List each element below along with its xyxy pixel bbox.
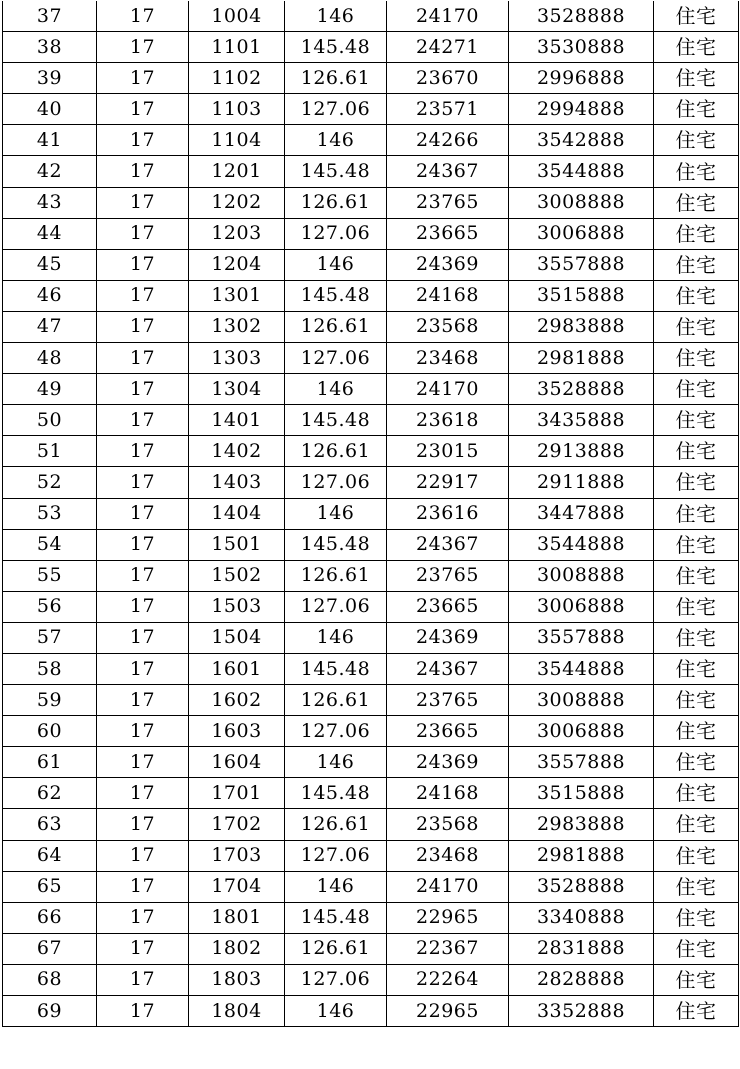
area-cell: 126.61 [285, 311, 387, 342]
table-row [3, 622, 739, 653]
unit-price-cell: 23670 [387, 63, 509, 94]
building-number-cell: 17 [97, 374, 189, 405]
total-price-cell: 2828888 [509, 964, 654, 995]
building-number-cell: 17 [97, 716, 189, 747]
building-number-cell: 17 [97, 996, 189, 1027]
building-number-cell: 17 [97, 591, 189, 622]
row-number-cell: 43 [3, 187, 97, 218]
building-number-cell: 17 [97, 622, 189, 653]
unit-number-cell: 1504 [189, 622, 285, 653]
table-row [3, 94, 739, 125]
row-number-cell: 48 [3, 343, 97, 374]
property-type-cell: 住宅 [654, 778, 739, 809]
property-type-cell: 住宅 [654, 685, 739, 716]
unit-price-cell: 23765 [387, 560, 509, 591]
unit-price-cell: 24271 [387, 32, 509, 63]
area-cell: 127.06 [285, 964, 387, 995]
total-price-cell: 2983888 [509, 809, 654, 840]
unit-price-cell: 24369 [387, 249, 509, 280]
unit-number-cell: 1802 [189, 933, 285, 964]
unit-price-cell: 23665 [387, 716, 509, 747]
unit-price-cell: 23568 [387, 809, 509, 840]
total-price-cell: 2983888 [509, 311, 654, 342]
total-price-cell: 2994888 [509, 94, 654, 125]
area-cell: 146 [285, 249, 387, 280]
total-price-cell: 3544888 [509, 529, 654, 560]
total-price-cell: 3340888 [509, 902, 654, 933]
total-price-cell: 3515888 [509, 778, 654, 809]
unit-number-cell: 1803 [189, 964, 285, 995]
row-number-cell: 52 [3, 467, 97, 498]
table-row [3, 436, 739, 467]
unit-number-cell: 1604 [189, 747, 285, 778]
unit-number-cell: 1102 [189, 63, 285, 94]
area-cell: 145.48 [285, 529, 387, 560]
unit-price-cell: 22367 [387, 933, 509, 964]
area-cell: 127.06 [285, 591, 387, 622]
property-type-cell: 住宅 [654, 249, 739, 280]
property-type-cell: 住宅 [654, 125, 739, 156]
unit-number-cell: 1201 [189, 156, 285, 187]
area-cell: 146 [285, 1, 387, 32]
area-cell: 126.61 [285, 560, 387, 591]
total-price-cell: 2981888 [509, 840, 654, 871]
total-price-cell: 3544888 [509, 156, 654, 187]
building-number-cell: 17 [97, 809, 189, 840]
area-cell: 127.06 [285, 467, 387, 498]
table-row [3, 187, 739, 218]
total-price-cell: 2913888 [509, 436, 654, 467]
unit-price-cell: 24170 [387, 374, 509, 405]
total-price-cell: 3352888 [509, 996, 654, 1027]
property-type-cell: 住宅 [654, 436, 739, 467]
row-number-cell: 56 [3, 591, 97, 622]
unit-number-cell: 1302 [189, 311, 285, 342]
property-type-cell: 住宅 [654, 374, 739, 405]
row-number-cell: 40 [3, 94, 97, 125]
property-type-cell: 住宅 [654, 311, 739, 342]
unit-price-cell: 23665 [387, 591, 509, 622]
row-number-cell: 44 [3, 218, 97, 249]
unit-number-cell: 1403 [189, 467, 285, 498]
total-price-cell: 3528888 [509, 1, 654, 32]
area-cell: 127.06 [285, 218, 387, 249]
property-type-cell: 住宅 [654, 902, 739, 933]
table-row [3, 249, 739, 280]
unit-number-cell: 1602 [189, 685, 285, 716]
building-number-cell: 17 [97, 840, 189, 871]
unit-price-cell: 24367 [387, 156, 509, 187]
table-row [3, 156, 739, 187]
unit-number-cell: 1701 [189, 778, 285, 809]
row-number-cell: 58 [3, 653, 97, 684]
property-type-cell: 住宅 [654, 63, 739, 94]
area-cell: 146 [285, 374, 387, 405]
row-number-cell: 46 [3, 280, 97, 311]
total-price-cell: 3528888 [509, 871, 654, 902]
total-price-cell: 3528888 [509, 374, 654, 405]
table-row [3, 218, 739, 249]
property-type-cell: 住宅 [654, 591, 739, 622]
total-price-cell: 3542888 [509, 125, 654, 156]
unit-price-cell: 24369 [387, 747, 509, 778]
row-number-cell: 45 [3, 249, 97, 280]
unit-price-cell: 23618 [387, 405, 509, 436]
area-cell: 146 [285, 871, 387, 902]
total-price-cell: 3008888 [509, 685, 654, 716]
building-number-cell: 17 [97, 156, 189, 187]
total-price-cell: 3530888 [509, 32, 654, 63]
area-cell: 146 [285, 996, 387, 1027]
total-price-cell: 3006888 [509, 716, 654, 747]
table-row [3, 809, 739, 840]
row-number-cell: 59 [3, 685, 97, 716]
property-type-cell: 住宅 [654, 498, 739, 529]
unit-price-cell: 23765 [387, 187, 509, 218]
table-row [3, 529, 739, 560]
area-cell: 146 [285, 498, 387, 529]
unit-number-cell: 1503 [189, 591, 285, 622]
row-number-cell: 47 [3, 311, 97, 342]
table-row [3, 560, 739, 591]
building-number-cell: 17 [97, 778, 189, 809]
unit-number-cell: 1402 [189, 436, 285, 467]
row-number-cell: 67 [3, 933, 97, 964]
unit-price-cell: 24367 [387, 653, 509, 684]
table-row [3, 405, 739, 436]
row-number-cell: 66 [3, 902, 97, 933]
row-number-cell: 65 [3, 871, 97, 902]
property-type-cell: 住宅 [654, 343, 739, 374]
unit-number-cell: 1301 [189, 280, 285, 311]
property-type-cell: 住宅 [654, 467, 739, 498]
table-row [3, 871, 739, 902]
property-type-cell: 住宅 [654, 747, 739, 778]
property-type-cell: 住宅 [654, 1, 739, 32]
table-row [3, 343, 739, 374]
area-cell: 145.48 [285, 280, 387, 311]
area-cell: 127.06 [285, 840, 387, 871]
unit-number-cell: 1603 [189, 716, 285, 747]
unit-price-cell: 24168 [387, 280, 509, 311]
property-type-cell: 住宅 [654, 405, 739, 436]
area-cell: 126.61 [285, 436, 387, 467]
table-row [3, 280, 739, 311]
unit-price-cell: 22264 [387, 964, 509, 995]
area-cell: 145.48 [285, 902, 387, 933]
unit-number-cell: 1103 [189, 94, 285, 125]
unit-price-cell: 22965 [387, 996, 509, 1027]
table-row [3, 498, 739, 529]
table-row [3, 125, 739, 156]
property-type-cell: 住宅 [654, 996, 739, 1027]
row-number-cell: 39 [3, 63, 97, 94]
building-number-cell: 17 [97, 63, 189, 94]
row-number-cell: 68 [3, 964, 97, 995]
unit-number-cell: 1101 [189, 32, 285, 63]
table-row [3, 840, 739, 871]
building-number-cell: 17 [97, 343, 189, 374]
area-cell: 126.61 [285, 933, 387, 964]
row-number-cell: 41 [3, 125, 97, 156]
area-cell: 146 [285, 125, 387, 156]
property-type-cell: 住宅 [654, 871, 739, 902]
total-price-cell: 3557888 [509, 622, 654, 653]
unit-price-cell: 23571 [387, 94, 509, 125]
unit-price-cell: 24170 [387, 1, 509, 32]
area-cell: 127.06 [285, 716, 387, 747]
property-type-cell: 住宅 [654, 653, 739, 684]
unit-price-cell: 23015 [387, 436, 509, 467]
building-number-cell: 17 [97, 467, 189, 498]
unit-number-cell: 1502 [189, 560, 285, 591]
total-price-cell: 3006888 [509, 218, 654, 249]
building-number-cell: 17 [97, 405, 189, 436]
property-type-cell: 住宅 [654, 933, 739, 964]
building-number-cell: 17 [97, 902, 189, 933]
unit-price-cell: 24367 [387, 529, 509, 560]
total-price-cell: 2831888 [509, 933, 654, 964]
unit-price-cell: 23616 [387, 498, 509, 529]
total-price-cell: 2996888 [509, 63, 654, 94]
unit-number-cell: 1704 [189, 871, 285, 902]
row-number-cell: 69 [3, 996, 97, 1027]
row-number-cell: 53 [3, 498, 97, 529]
unit-number-cell: 1804 [189, 996, 285, 1027]
table-row [3, 996, 739, 1027]
unit-number-cell: 1004 [189, 1, 285, 32]
area-cell: 126.61 [285, 187, 387, 218]
unit-number-cell: 1601 [189, 653, 285, 684]
area-cell: 127.06 [285, 343, 387, 374]
unit-number-cell: 1702 [189, 809, 285, 840]
total-price-cell: 3557888 [509, 249, 654, 280]
building-number-cell: 17 [97, 187, 189, 218]
unit-price-cell: 24266 [387, 125, 509, 156]
building-number-cell: 17 [97, 747, 189, 778]
unit-number-cell: 1104 [189, 125, 285, 156]
row-number-cell: 55 [3, 560, 97, 591]
price-list-body [3, 1, 739, 1027]
area-cell: 146 [285, 747, 387, 778]
area-cell: 145.48 [285, 156, 387, 187]
area-cell: 126.61 [285, 63, 387, 94]
area-cell: 145.48 [285, 405, 387, 436]
building-number-cell: 17 [97, 280, 189, 311]
building-number-cell: 17 [97, 933, 189, 964]
unit-price-cell: 24369 [387, 622, 509, 653]
building-number-cell: 17 [97, 125, 189, 156]
property-type-cell: 住宅 [654, 32, 739, 63]
area-cell: 145.48 [285, 653, 387, 684]
row-number-cell: 63 [3, 809, 97, 840]
property-type-cell: 住宅 [654, 716, 739, 747]
row-number-cell: 42 [3, 156, 97, 187]
row-number-cell: 51 [3, 436, 97, 467]
row-number-cell: 37 [3, 1, 97, 32]
property-type-cell: 住宅 [654, 840, 739, 871]
total-price-cell: 3008888 [509, 560, 654, 591]
row-number-cell: 50 [3, 405, 97, 436]
area-cell: 146 [285, 622, 387, 653]
unit-price-cell: 24168 [387, 778, 509, 809]
row-number-cell: 64 [3, 840, 97, 871]
building-number-cell: 17 [97, 653, 189, 684]
total-price-cell: 2911888 [509, 467, 654, 498]
area-cell: 127.06 [285, 94, 387, 125]
row-number-cell: 61 [3, 747, 97, 778]
unit-number-cell: 1204 [189, 249, 285, 280]
table-row [3, 311, 739, 342]
building-number-cell: 17 [97, 871, 189, 902]
table-row [3, 902, 739, 933]
building-number-cell: 17 [97, 311, 189, 342]
unit-number-cell: 1501 [189, 529, 285, 560]
table-row [3, 778, 739, 809]
property-type-cell: 住宅 [654, 94, 739, 125]
unit-price-cell: 23468 [387, 840, 509, 871]
total-price-cell: 3006888 [509, 591, 654, 622]
total-price-cell: 3515888 [509, 280, 654, 311]
total-price-cell: 3008888 [509, 187, 654, 218]
unit-number-cell: 1203 [189, 218, 285, 249]
unit-number-cell: 1303 [189, 343, 285, 374]
total-price-cell: 2981888 [509, 343, 654, 374]
building-number-cell: 17 [97, 685, 189, 716]
row-number-cell: 54 [3, 529, 97, 560]
table-row [3, 653, 739, 684]
building-number-cell: 17 [97, 436, 189, 467]
unit-price-cell: 24170 [387, 871, 509, 902]
property-type-cell: 住宅 [654, 622, 739, 653]
unit-price-cell: 23468 [387, 343, 509, 374]
total-price-cell: 3557888 [509, 747, 654, 778]
unit-number-cell: 1401 [189, 405, 285, 436]
building-number-cell: 17 [97, 964, 189, 995]
building-number-cell: 17 [97, 498, 189, 529]
table-row [3, 685, 739, 716]
property-type-cell: 住宅 [654, 964, 739, 995]
table-row [3, 933, 739, 964]
price-list-table [2, 1, 739, 1027]
total-price-cell: 3435888 [509, 405, 654, 436]
table-row [3, 374, 739, 405]
row-number-cell: 57 [3, 622, 97, 653]
building-number-cell: 17 [97, 560, 189, 591]
table-row [3, 964, 739, 995]
table-row [3, 591, 739, 622]
property-type-cell: 住宅 [654, 529, 739, 560]
unit-price-cell: 23568 [387, 311, 509, 342]
building-number-cell: 17 [97, 1, 189, 32]
row-number-cell: 49 [3, 374, 97, 405]
building-number-cell: 17 [97, 249, 189, 280]
property-type-cell: 住宅 [654, 218, 739, 249]
property-type-cell: 住宅 [654, 187, 739, 218]
table-row [3, 63, 739, 94]
table-row [3, 716, 739, 747]
unit-price-cell: 23665 [387, 218, 509, 249]
building-number-cell: 17 [97, 94, 189, 125]
unit-number-cell: 1801 [189, 902, 285, 933]
area-cell: 126.61 [285, 809, 387, 840]
unit-number-cell: 1703 [189, 840, 285, 871]
area-cell: 145.48 [285, 32, 387, 63]
area-cell: 145.48 [285, 778, 387, 809]
property-type-cell: 住宅 [654, 809, 739, 840]
unit-price-cell: 23765 [387, 685, 509, 716]
table-row [3, 1, 739, 32]
row-number-cell: 62 [3, 778, 97, 809]
total-price-cell: 3544888 [509, 653, 654, 684]
building-number-cell: 17 [97, 529, 189, 560]
building-number-cell: 17 [97, 218, 189, 249]
table-row [3, 747, 739, 778]
table-row [3, 32, 739, 63]
unit-number-cell: 1304 [189, 374, 285, 405]
property-type-cell: 住宅 [654, 156, 739, 187]
total-price-cell: 3447888 [509, 498, 654, 529]
property-type-cell: 住宅 [654, 280, 739, 311]
row-number-cell: 60 [3, 716, 97, 747]
unit-number-cell: 1404 [189, 498, 285, 529]
property-type-cell: 住宅 [654, 560, 739, 591]
building-number-cell: 17 [97, 32, 189, 63]
unit-price-cell: 22917 [387, 467, 509, 498]
table-row [3, 467, 739, 498]
unit-number-cell: 1202 [189, 187, 285, 218]
unit-price-cell: 22965 [387, 902, 509, 933]
area-cell: 126.61 [285, 685, 387, 716]
row-number-cell: 38 [3, 32, 97, 63]
